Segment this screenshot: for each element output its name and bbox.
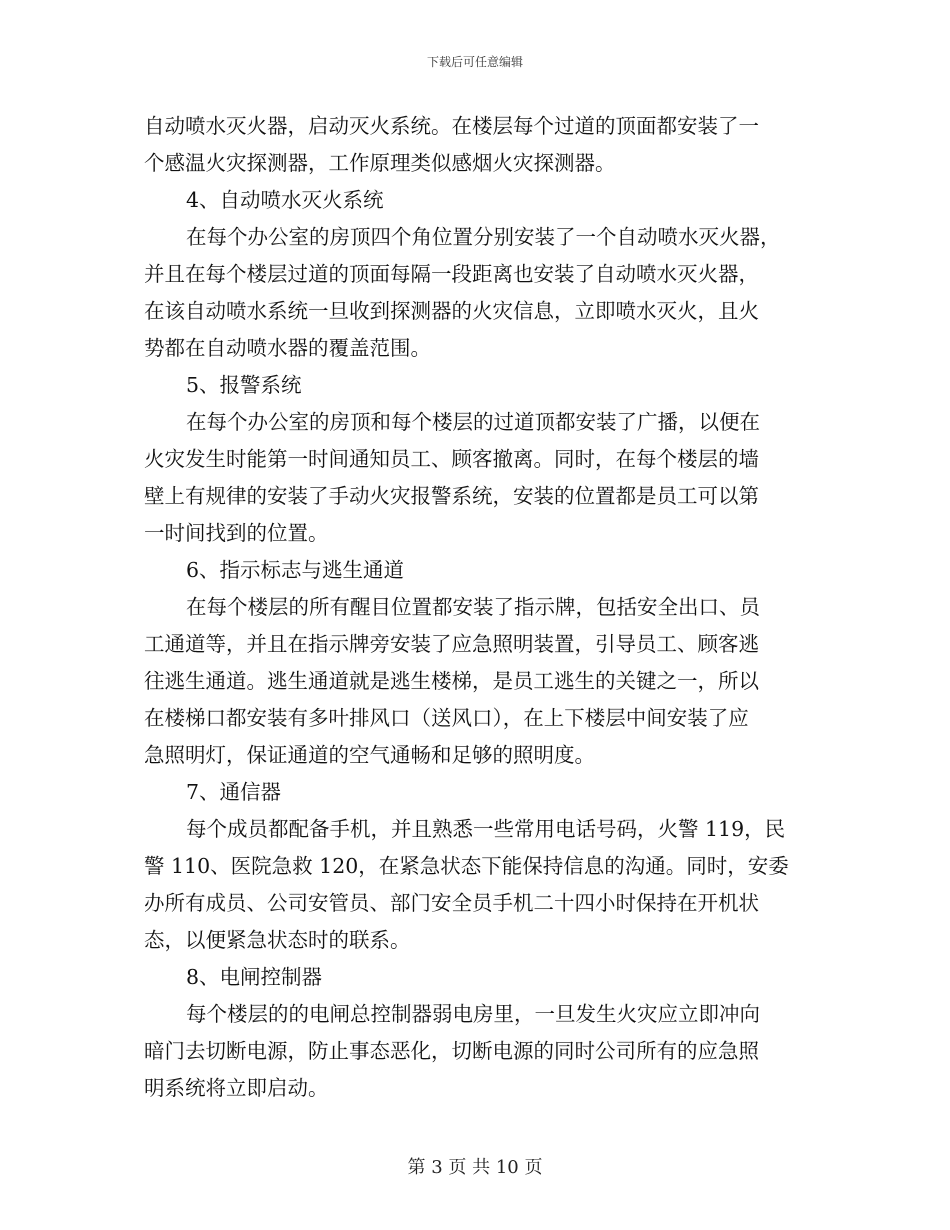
- section-heading: 8、电闸控制器: [186, 965, 323, 989]
- body-line: 火灾发生时能第一时间通知员工、顾客撤离。同时，在每个楼层的墙: [144, 447, 759, 471]
- body-line: 急照明灯，保证通道的空气通畅和足够的照明度。: [144, 743, 595, 767]
- body-line: 一时间找到的位置。: [144, 521, 329, 545]
- body-line: 往逃生通道。逃生通道就是逃生楼梯，是员工逃生的关键之一，所以: [144, 669, 759, 693]
- body-line: 办所有成员、公司安管员、部门安全员手机二十四小时保持在开机状: [144, 891, 759, 915]
- section-heading: 5、报警系统: [186, 373, 302, 397]
- body-line: 自动喷水灭火器，启动灭火系统。在楼层每个过道的顶面都安装了一: [144, 114, 759, 138]
- page-footer: 第 3 页 共 10 页: [407, 1157, 543, 1178]
- section-heading: 7、通信器: [186, 780, 282, 804]
- body-line: 暗门去切断电源，防止事态恶化，切断电源的同时公司所有的应急照: [144, 1039, 759, 1063]
- body-line: 工通道等，并且在指示牌旁安装了应急照明装置，引导员工、顾客逃: [144, 632, 759, 656]
- body-line: 在每个办公室的房顶和每个楼层的过道顶都安装了广播，以便在: [186, 410, 760, 434]
- body-line: 在每个楼层的所有醒目位置都安装了指示牌，包括安全出口、员: [186, 595, 760, 619]
- body-line: 在该自动喷水系统一旦收到探测器的火灾信息，立即喷水灭火，且火: [144, 299, 759, 323]
- body-line: 态，以便紧急状态时的联系。: [144, 928, 411, 952]
- body-line: 每个楼层的的电闸总控制器弱电房里，一旦发生火灾应立即冲向: [186, 1002, 760, 1026]
- body-line: 在楼梯口都安装有多叶排风口（送风口），在上下楼层中间安装了应: [144, 706, 749, 730]
- body-line: 在每个办公室的房顶四个角位置分别安装了一个自动喷水灭火器，: [186, 225, 781, 249]
- body-line: 势都在自动喷水器的覆盖范围。: [144, 336, 431, 360]
- body-line: 明系统将立即启动。: [144, 1076, 329, 1100]
- document-body: [144, 108, 806, 1107]
- body-line: 个感温火灾探测器，工作原理类似感烟火灾探测器。: [144, 151, 616, 175]
- section-heading: 6、指示标志与逃生通道: [186, 558, 405, 582]
- section-heading: 4、自动喷水灭火系统: [186, 188, 384, 212]
- page-header: 下载后可任意编辑: [426, 55, 523, 69]
- body-line: 警 110、医院急救 120，在紧急状态下能保持信息的沟通。同时，安委: [144, 854, 789, 878]
- body-line: 壁上有规律的安装了手动火灾报警系统，安装的位置都是员工可以第: [144, 484, 759, 508]
- body-line: 每个成员都配备手机，并且熟悉一些常用电话号码，火警 119，民: [186, 817, 786, 841]
- body-line: 并且在每个楼层过道的顶面每隔一段距离也安装了自动喷水灭火器，: [144, 262, 759, 286]
